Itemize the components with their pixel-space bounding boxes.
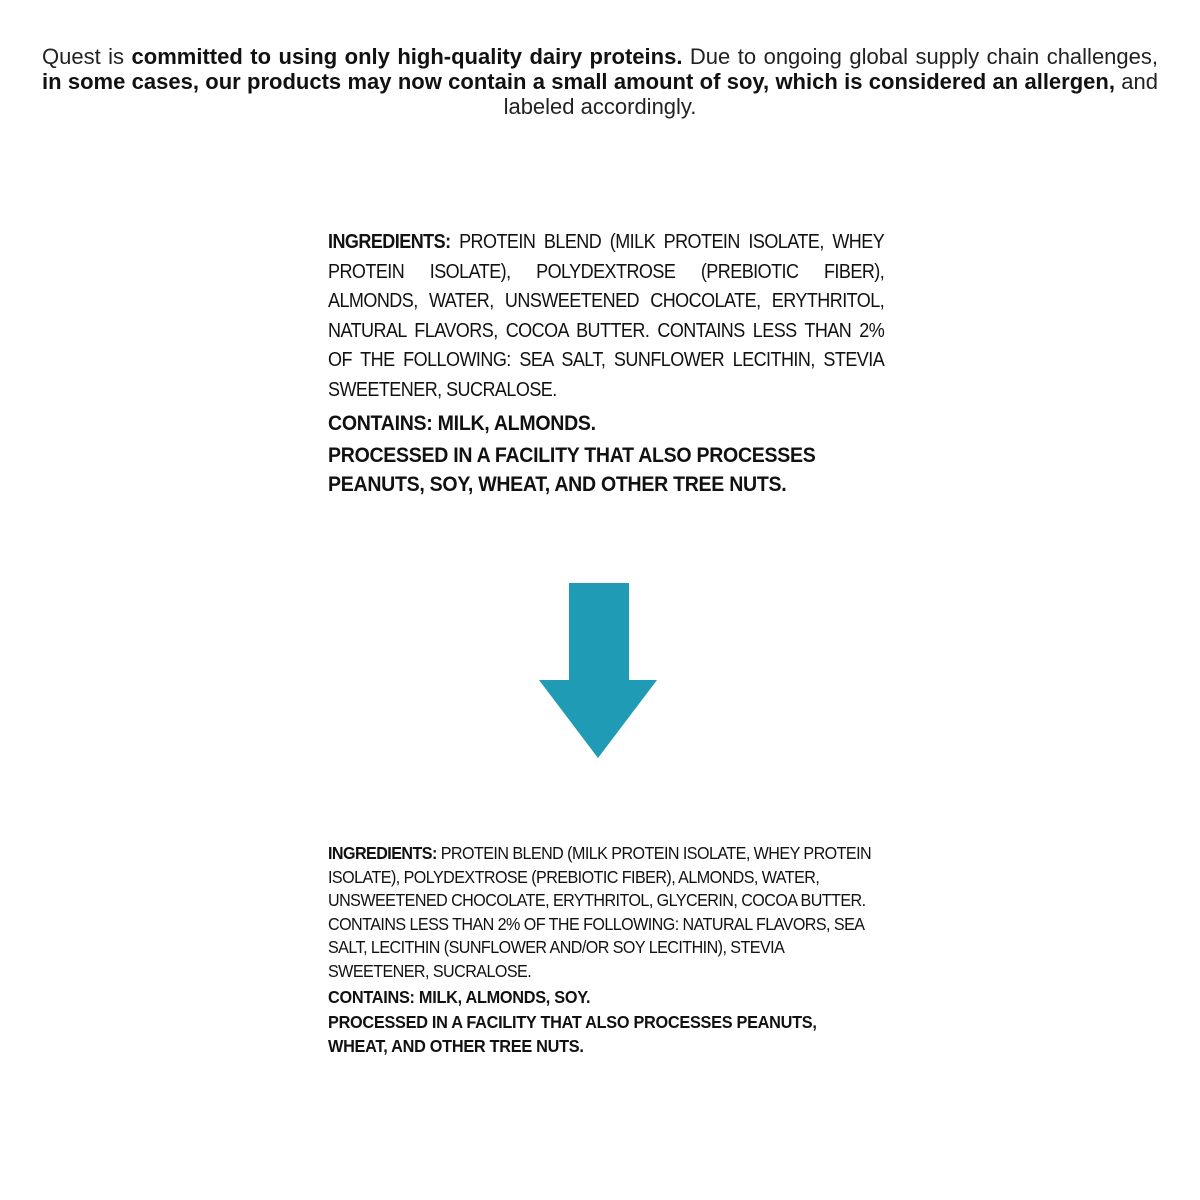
new-facility-statement: PROCESSED IN A FACILITY THAT ALSO PROCESSES PEANUTS, WHEAT, AND OTHER TREE NUTS. <box>328 1012 817 1056</box>
notice-text-1: Quest is <box>42 44 132 69</box>
notice-text-5: and labeled accordingly. <box>503 69 1159 119</box>
notice-text-4-bold: in some cases, our products may now contain a small amount of soy, which is considered an allergen, <box>42 69 1115 94</box>
supply-chain-notice <box>42 44 1158 119</box>
old-ingredients-text: PROTEIN BLEND (MILK PROTEIN ISOLATE, WHEY PROTEIN ISOLATE), POLYDEXTROSE (PREBIOTIC FIBER), ALMONDS, WATER, UNSWEETENED CHOCOLATE, ERYTHRITOL, NATURAL FLAVORS, COCOA BUTTER. CONTAINS LESS THAN 2% OF THE FOLLOWING: SEA SALT, SUNFLOWER LECITHIN, STEVIA SWEETENER, SUCRALOSE. <box>328 231 885 401</box>
old-facility-statement: PROCESSED IN A FACILITY THAT ALSO PROCESSES PEANUTS, SOY, WHEAT, AND OTHER TREE NUTS. <box>328 444 816 496</box>
old-ingredients-heading: INGREDIENTS: <box>328 231 451 253</box>
notice-text-3: Due to ongoing global supply chain challenges, <box>682 44 1158 69</box>
arrow-down-icon <box>538 583 658 759</box>
old-ingredients-list <box>328 228 884 405</box>
new-ingredients-label <box>328 842 876 1058</box>
new-ingredients-list <box>328 842 876 983</box>
old-contains-statement: CONTAINS: MILK, ALMONDS. <box>328 412 596 435</box>
new-ingredients-heading: INGREDIENTS: <box>328 843 437 863</box>
arrow-down-shape <box>539 583 657 758</box>
old-ingredients-label <box>328 228 884 499</box>
new-ingredients-text: PROTEIN BLEND (MILK PROTEIN ISOLATE, WHEY PROTEIN ISOLATE), POLYDEXTROSE (PREBIOTIC FIBER), ALMONDS, WATER, UNSWEETENED CHOCOLATE, ERYTHRITOL, GLYCERIN, COCOA BUTTER. CONTAINS LESS THAN 2% OF THE FOLLOWING: NATURAL FLAVORS, SEA SALT, LECITHIN (SUNFLOWER AND/OR SOY LECITHIN), STEVIA SWEETENER, SUCRALOSE. <box>328 843 872 981</box>
new-contains-statement: CONTAINS: MILK, ALMONDS, SOY. <box>328 987 591 1007</box>
notice-text-2-bold: committed to using only high-quality dairy proteins. <box>131 44 683 69</box>
